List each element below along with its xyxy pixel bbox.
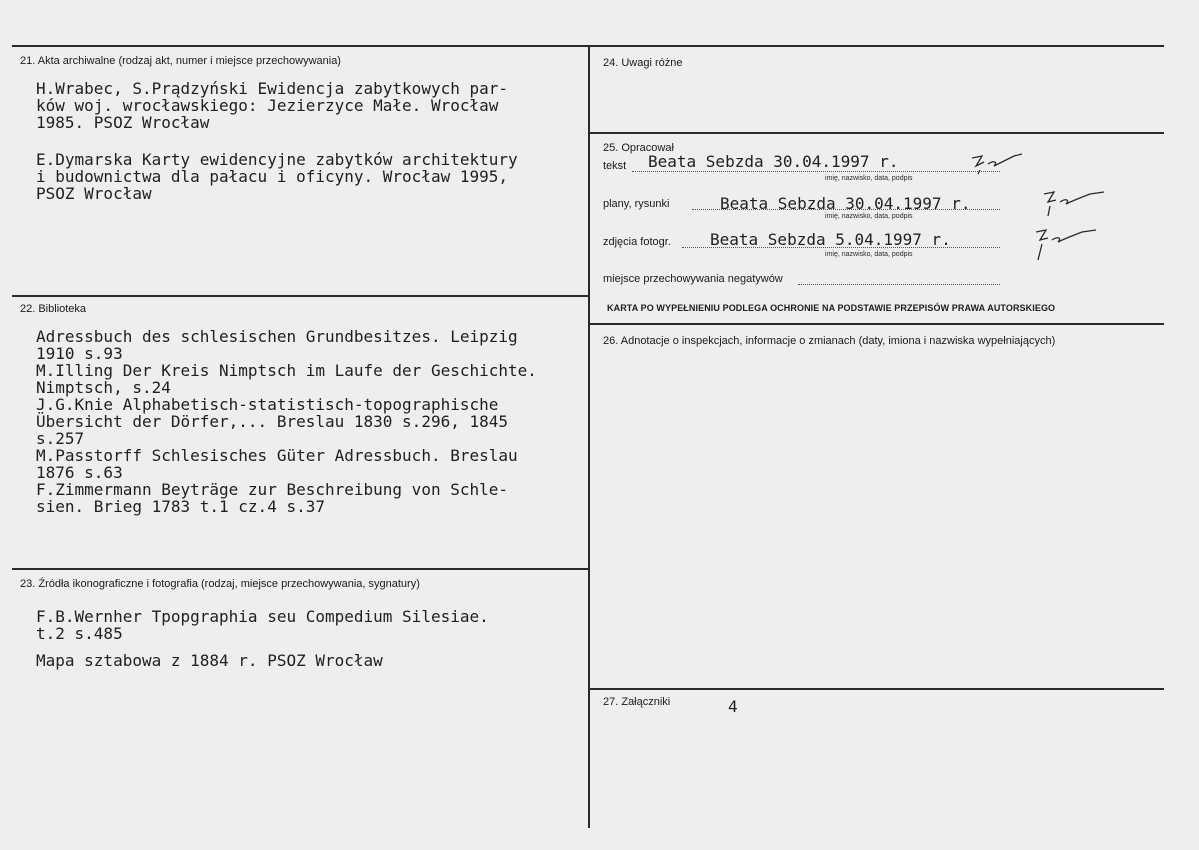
zdjecia-label: zdjęcia fotogr.: [603, 236, 671, 248]
plany-caption: imię, nazwisko, data, podpis: [825, 213, 913, 220]
copyright-warning: KARTA PO WYPEŁNIENIU PODLEGA OCHRONIE NA PODSTAWIE PRZEPISÓW PRAWA AUTORSKIEGO: [607, 303, 1056, 313]
library-line-11: sien. Brieg 1783 t.1 cz.4 s.37: [36, 497, 325, 516]
tekst-value: Beata Sebzda 30.04.1997 r.: [648, 152, 899, 171]
archive-entry-1-line-3: 1985. PSOZ Wrocław: [36, 113, 210, 132]
section-25-title: 25. Opracował: [603, 142, 674, 154]
section-22-bottom-line: [12, 568, 588, 570]
archive-entry-1-line-1: H.Wrabec, S.Prądzyński Ewidencja zabytkowych par-: [36, 79, 509, 98]
archive-entry-2-line-1: E.Dymarska Karty ewidencyjne zabytków architektury: [36, 150, 518, 169]
library-line-5: J.G.Knie Alphabetisch-statistisch-topographische: [36, 395, 499, 414]
library-line-8: M.Passtorff Schlesisches Güter Adressbuch. Breslau: [36, 446, 518, 465]
tekst-caption: imię, nazwisko, data, podpis: [825, 175, 913, 182]
section-26-title: 26. Adnotacje o inspekcjach, informacje o zmianach (daty, imiona i nazwiska wypełniających): [603, 335, 1056, 347]
negatywy-line: [798, 284, 1000, 285]
library-line-4: Nimptsch, s.24: [36, 378, 171, 397]
attachments-count: 4: [728, 697, 738, 716]
signature-plany: [1038, 186, 1108, 220]
tekst-line: [632, 171, 1000, 172]
library-line-3: M.Illing Der Kreis Nimptsch im Laufe der Geschichte.: [36, 361, 537, 380]
column-divider: [588, 45, 590, 828]
section-26-bottom-line: [590, 688, 1164, 690]
zdjecia-value: Beata Sebzda 5.04.1997 r.: [710, 230, 951, 249]
tekst-label: tekst: [603, 160, 627, 172]
section-25-bottom-line: [590, 323, 1164, 325]
iconography-entry-1-line-1: F.B.Wernher Tpopgraphia seu Compedium Silesiae.: [36, 607, 489, 626]
library-line-10: F.Zimmermann Beyträge zur Beschreibung von Schle-: [36, 480, 509, 499]
plany-label: plany, rysunki: [603, 198, 670, 210]
archive-entry-1-line-2: ków woj. wrocławskiego: Jezierzyce Małe. Wrocław: [36, 96, 499, 115]
library-line-7: s.257: [36, 429, 85, 448]
archive-entry-2-line-3: PSOZ Wrocław: [36, 184, 152, 203]
library-line-6: Übersicht der Dörfer,... Breslau 1830 s.296, 1845: [36, 412, 509, 431]
signature-tekst: [968, 148, 1026, 178]
section-24-bottom-line: [590, 132, 1164, 134]
library-line-2: 1910 s.93: [36, 344, 123, 363]
section-22-title: 22. Biblioteka: [20, 303, 87, 315]
section-23-title: 23. Źródła ikonograficzne i fotografia (rodzaj, miejsce przechowywania, sygnatury): [20, 578, 420, 590]
negatywy-label: miejsce przechowywania negatywów: [603, 273, 783, 285]
library-line-1: Adressbuch des schlesischen Grundbesitzes. Leipzig: [36, 327, 518, 346]
section-27-title: 27. Załączniki: [603, 696, 671, 708]
archive-entry-2-line-2: i budownictwa dla pałacu i oficyny. Wrocław 1995,: [36, 167, 509, 186]
library-line-9: 1876 s.63: [36, 463, 123, 482]
section-21-bottom-line: [12, 295, 588, 297]
zdjecia-caption: imię, nazwisko, data, podpis: [825, 251, 913, 258]
section-24-title: 24. Uwagi różne: [603, 57, 683, 69]
plany-value: Beata Sebzda 30.04.1997 r.: [720, 194, 971, 213]
signature-zdjecia: [1030, 224, 1100, 264]
section-21-title: 21. Akta archiwalne (rodzaj akt, numer i miejsce przechowywania): [20, 55, 341, 67]
iconography-entry-1-line-2: t.2 s.485: [36, 624, 123, 643]
iconography-entry-2: Mapa sztabowa z 1884 r. PSOZ Wrocław: [36, 651, 383, 670]
